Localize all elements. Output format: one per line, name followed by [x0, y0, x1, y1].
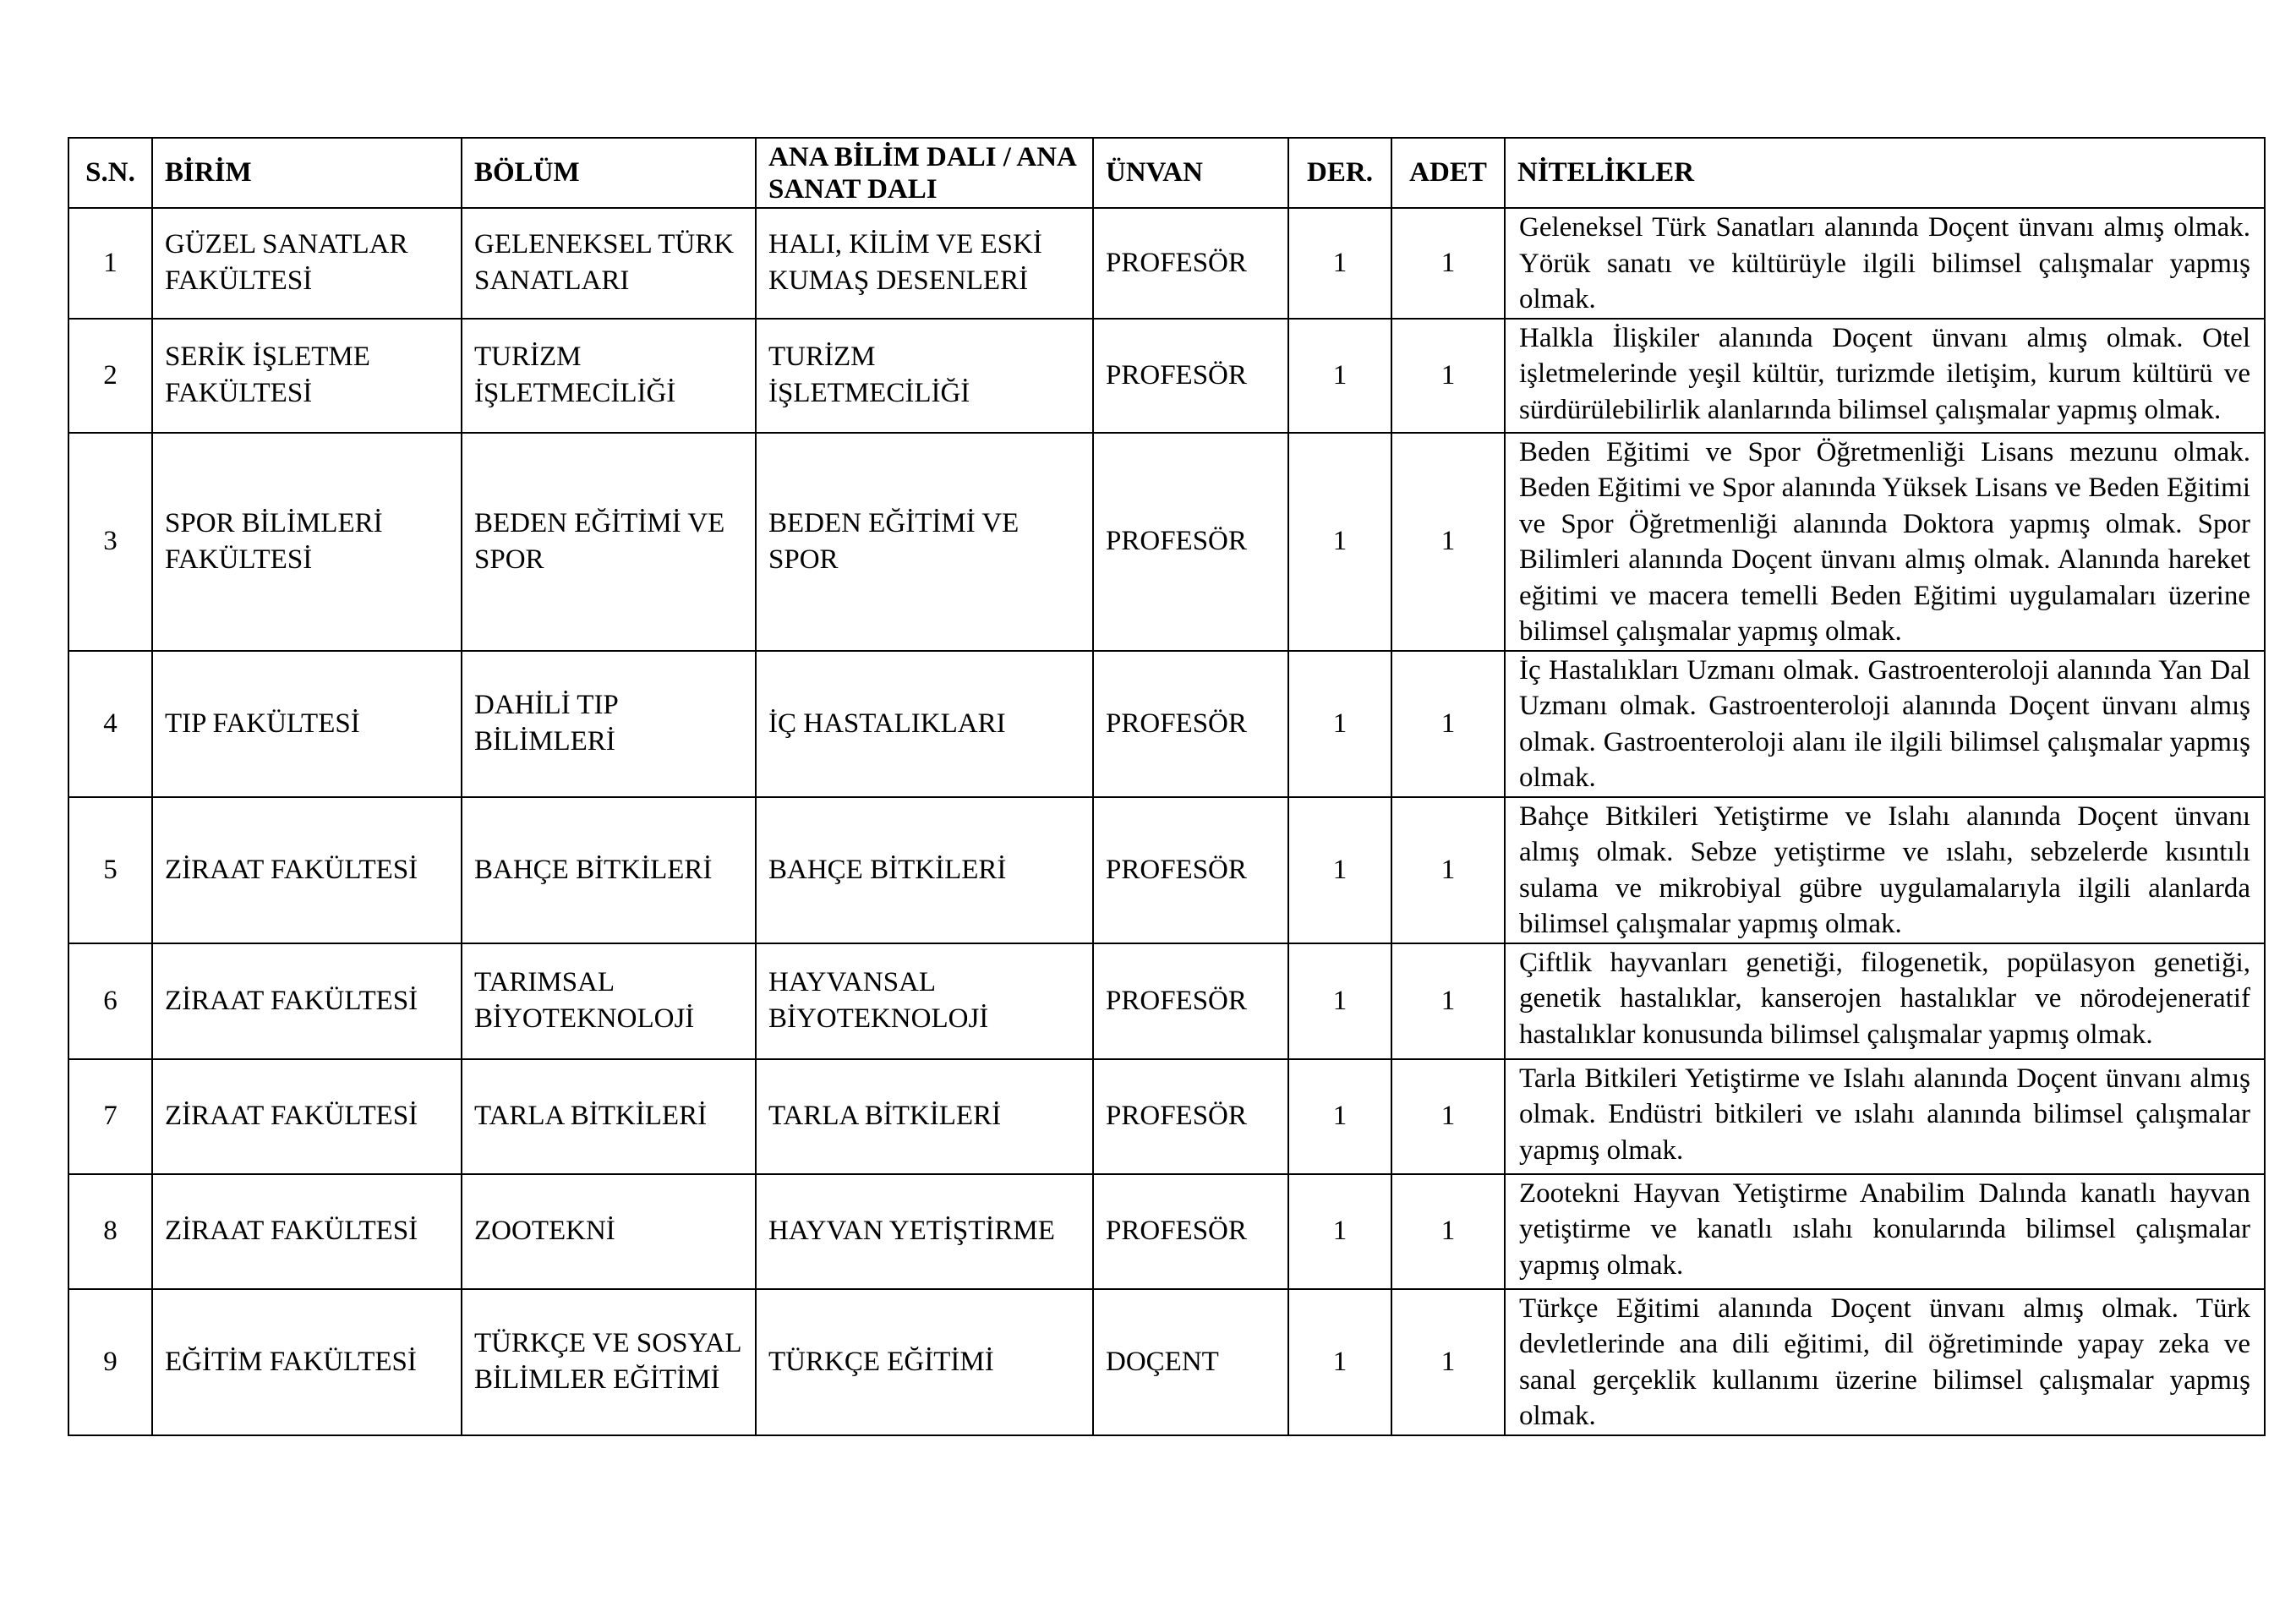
- cell-der: 1: [1288, 208, 1391, 319]
- table-row: [68, 651, 2265, 797]
- cell-sn: 4: [68, 651, 152, 797]
- cell-nitelikler: Zootekni Hayvan Yetiştirme Anabilim Dalında kanatlı hayvan yetiştirme ve kanatlı ıslahı konularında bilimsel çalışmalar yapmış olmak.: [1505, 1174, 2265, 1289]
- cell-adet: 1: [1391, 651, 1505, 797]
- cell-bolum: TARIMSAL BİYOTEKNOLOJİ: [462, 943, 756, 1059]
- cell-nitelikler: Halkla İlişkiler alanında Doçent ünvanı almış olmak. Otel işletmelerinde yeşil kültür, turizmde iletişim, kurum kültürü ve sürdürülebilirlik alanlarında bilimsel çalışmalar yapmış olmak.: [1505, 319, 2265, 433]
- cell-bolum: TÜRKÇE VE SOSYAL BİLİMLER EĞİTİMİ: [462, 1289, 756, 1435]
- cell-sn: 3: [68, 433, 152, 651]
- cell-anabilim: HAYVAN YETİŞTİRME: [756, 1174, 1093, 1289]
- header-birim: BİRİM: [152, 138, 462, 208]
- cell-der: 1: [1288, 433, 1391, 651]
- cell-adet: 1: [1391, 797, 1505, 943]
- cell-sn: 9: [68, 1289, 152, 1435]
- cell-birim: ZİRAAT FAKÜLTESİ: [152, 943, 462, 1059]
- cell-unvan: PROFESÖR: [1093, 943, 1288, 1059]
- cell-adet: 1: [1391, 319, 1505, 433]
- header-nitelikler: NİTELİKLER: [1505, 138, 2265, 208]
- table-row: [68, 319, 2265, 433]
- cell-birim: GÜZEL SANATLAR FAKÜLTESİ: [152, 208, 462, 319]
- cell-der: 1: [1288, 1174, 1391, 1289]
- cell-der: 1: [1288, 1059, 1391, 1174]
- cell-birim: EĞİTİM FAKÜLTESİ: [152, 1289, 462, 1435]
- table-row: [68, 943, 2265, 1059]
- cell-unvan: PROFESÖR: [1093, 797, 1288, 943]
- cell-adet: 1: [1391, 1059, 1505, 1174]
- table-row: [68, 433, 2265, 651]
- header-der: DER.: [1288, 138, 1391, 208]
- table-row: [68, 1289, 2265, 1435]
- positions-table: [68, 137, 2266, 1436]
- cell-sn: 5: [68, 797, 152, 943]
- cell-birim: TIP FAKÜLTESİ: [152, 651, 462, 797]
- cell-birim: ZİRAAT FAKÜLTESİ: [152, 1174, 462, 1289]
- cell-adet: 1: [1391, 1174, 1505, 1289]
- header-adet: ADET: [1391, 138, 1505, 208]
- cell-anabilim: TARLA BİTKİLERİ: [756, 1059, 1093, 1174]
- cell-adet: 1: [1391, 1289, 1505, 1435]
- cell-sn: 2: [68, 319, 152, 433]
- cell-der: 1: [1288, 943, 1391, 1059]
- cell-unvan: PROFESÖR: [1093, 1174, 1288, 1289]
- cell-anabilim: BAHÇE BİTKİLERİ: [756, 797, 1093, 943]
- cell-der: 1: [1288, 797, 1391, 943]
- cell-unvan: PROFESÖR: [1093, 651, 1288, 797]
- cell-der: 1: [1288, 651, 1391, 797]
- header-bolum: BÖLÜM: [462, 138, 756, 208]
- cell-nitelikler: İç Hastalıkları Uzmanı olmak. Gastroenteroloji alanında Yan Dal Uzmanı olmak. Gastroenteroloji alanında Doçent ünvanı almış olmak. Gastroenteroloji alanı ile ilgili bilimsel çalışmalar yapmış olmak.: [1505, 651, 2265, 797]
- cell-nitelikler: Bahçe Bitkileri Yetiştirme ve Islahı alanında Doçent ünvanı almış olmak. Sebze yetiştirme ve ıslahı, sebzelerde kısıntılı sulama ve mikrobiyal gübre uygulamalarıyla ilgili alanlarda bilimsel çalışmalar yapmış olmak.: [1505, 797, 2265, 943]
- cell-unvan: PROFESÖR: [1093, 208, 1288, 319]
- cell-nitelikler: Türkçe Eğitimi alanında Doçent ünvanı almış olmak. Türk devletlerinde ana dili eğitimi, dil öğretiminde yapay zeka ve sanal gerçeklik kullanımı üzerine bilimsel çalışmalar yapmış olmak.: [1505, 1289, 2265, 1435]
- cell-adet: 1: [1391, 208, 1505, 319]
- cell-unvan: PROFESÖR: [1093, 319, 1288, 433]
- cell-bolum: BAHÇE BİTKİLERİ: [462, 797, 756, 943]
- cell-sn: 8: [68, 1174, 152, 1289]
- cell-der: 1: [1288, 319, 1391, 433]
- header-row: [68, 138, 2265, 208]
- cell-bolum: GELENEKSEL TÜRK SANATLARI: [462, 208, 756, 319]
- cell-nitelikler: Çiftlik hayvanları genetiği, filogenetik, popülasyon genetiği, genetik hastalıklar, kanserojen hastalıklar ve nörodejeneratif hastalıklar konusunda bilimsel çalışmalar yapmış olmak.: [1505, 943, 2265, 1059]
- cell-bolum: DAHİLİ TIP BİLİMLERİ: [462, 651, 756, 797]
- cell-birim: SPOR BİLİMLERİ FAKÜLTESİ: [152, 433, 462, 651]
- cell-birim: SERİK İŞLETME FAKÜLTESİ: [152, 319, 462, 433]
- cell-der: 1: [1288, 1289, 1391, 1435]
- cell-unvan: PROFESÖR: [1093, 1059, 1288, 1174]
- cell-bolum: TURİZM İŞLETMECİLİĞİ: [462, 319, 756, 433]
- cell-anabilim: BEDEN EĞİTİMİ VE SPOR: [756, 433, 1093, 651]
- cell-nitelikler: Tarla Bitkileri Yetiştirme ve Islahı alanında Doçent ünvanı almış olmak. Endüstri bitkileri ve ıslahı alanında bilimsel çalışmalar yapmış olmak.: [1505, 1059, 2265, 1174]
- cell-birim: ZİRAAT FAKÜLTESİ: [152, 1059, 462, 1174]
- cell-adet: 1: [1391, 433, 1505, 651]
- cell-bolum: BEDEN EĞİTİMİ VE SPOR: [462, 433, 756, 651]
- cell-anabilim: HALI, KİLİM VE ESKİ KUMAŞ DESENLERİ: [756, 208, 1093, 319]
- header-unvan: ÜNVAN: [1093, 138, 1288, 208]
- cell-birim: ZİRAAT FAKÜLTESİ: [152, 797, 462, 943]
- header-anabilim: ANA BİLİM DALI / ANA SANAT DALI: [756, 138, 1093, 208]
- table-row: [68, 797, 2265, 943]
- header-sn: S.N.: [68, 138, 152, 208]
- table-row: [68, 1174, 2265, 1289]
- cell-unvan: DOÇENT: [1093, 1289, 1288, 1435]
- cell-unvan: PROFESÖR: [1093, 433, 1288, 651]
- cell-anabilim: İÇ HASTALIKLARI: [756, 651, 1093, 797]
- cell-anabilim: TURİZM İŞLETMECİLİĞİ: [756, 319, 1093, 433]
- cell-bolum: ZOOTEKNİ: [462, 1174, 756, 1289]
- cell-sn: 6: [68, 943, 152, 1059]
- cell-sn: 1: [68, 208, 152, 319]
- table-row: [68, 1059, 2265, 1174]
- cell-adet: 1: [1391, 943, 1505, 1059]
- cell-nitelikler: Geleneksel Türk Sanatları alanında Doçent ünvanı almış olmak. Yörük sanatı ve kültürüyle ilgili bilimsel çalışmalar yapmış olmak.: [1505, 208, 2265, 319]
- cell-anabilim: TÜRKÇE EĞİTİMİ: [756, 1289, 1093, 1435]
- cell-anabilim: HAYVANSAL BİYOTEKNOLOJİ: [756, 943, 1093, 1059]
- table-row: [68, 208, 2265, 319]
- cell-sn: 7: [68, 1059, 152, 1174]
- cell-bolum: TARLA BİTKİLERİ: [462, 1059, 756, 1174]
- cell-nitelikler: Beden Eğitimi ve Spor Öğretmenliği Lisans mezunu olmak. Beden Eğitimi ve Spor alanında Yüksek Lisans ve Beden Eğitimi ve Spor Öğretmenliği alanında Doktora yapmış olmak. Spor Bilimleri alanında Doçent ünvanı almış olmak. Alanında hareket eğitimi ve macera temelli Beden Eğitimi uygulamaları üzerine bilimsel çalışmalar yapmış olmak.: [1505, 433, 2265, 651]
